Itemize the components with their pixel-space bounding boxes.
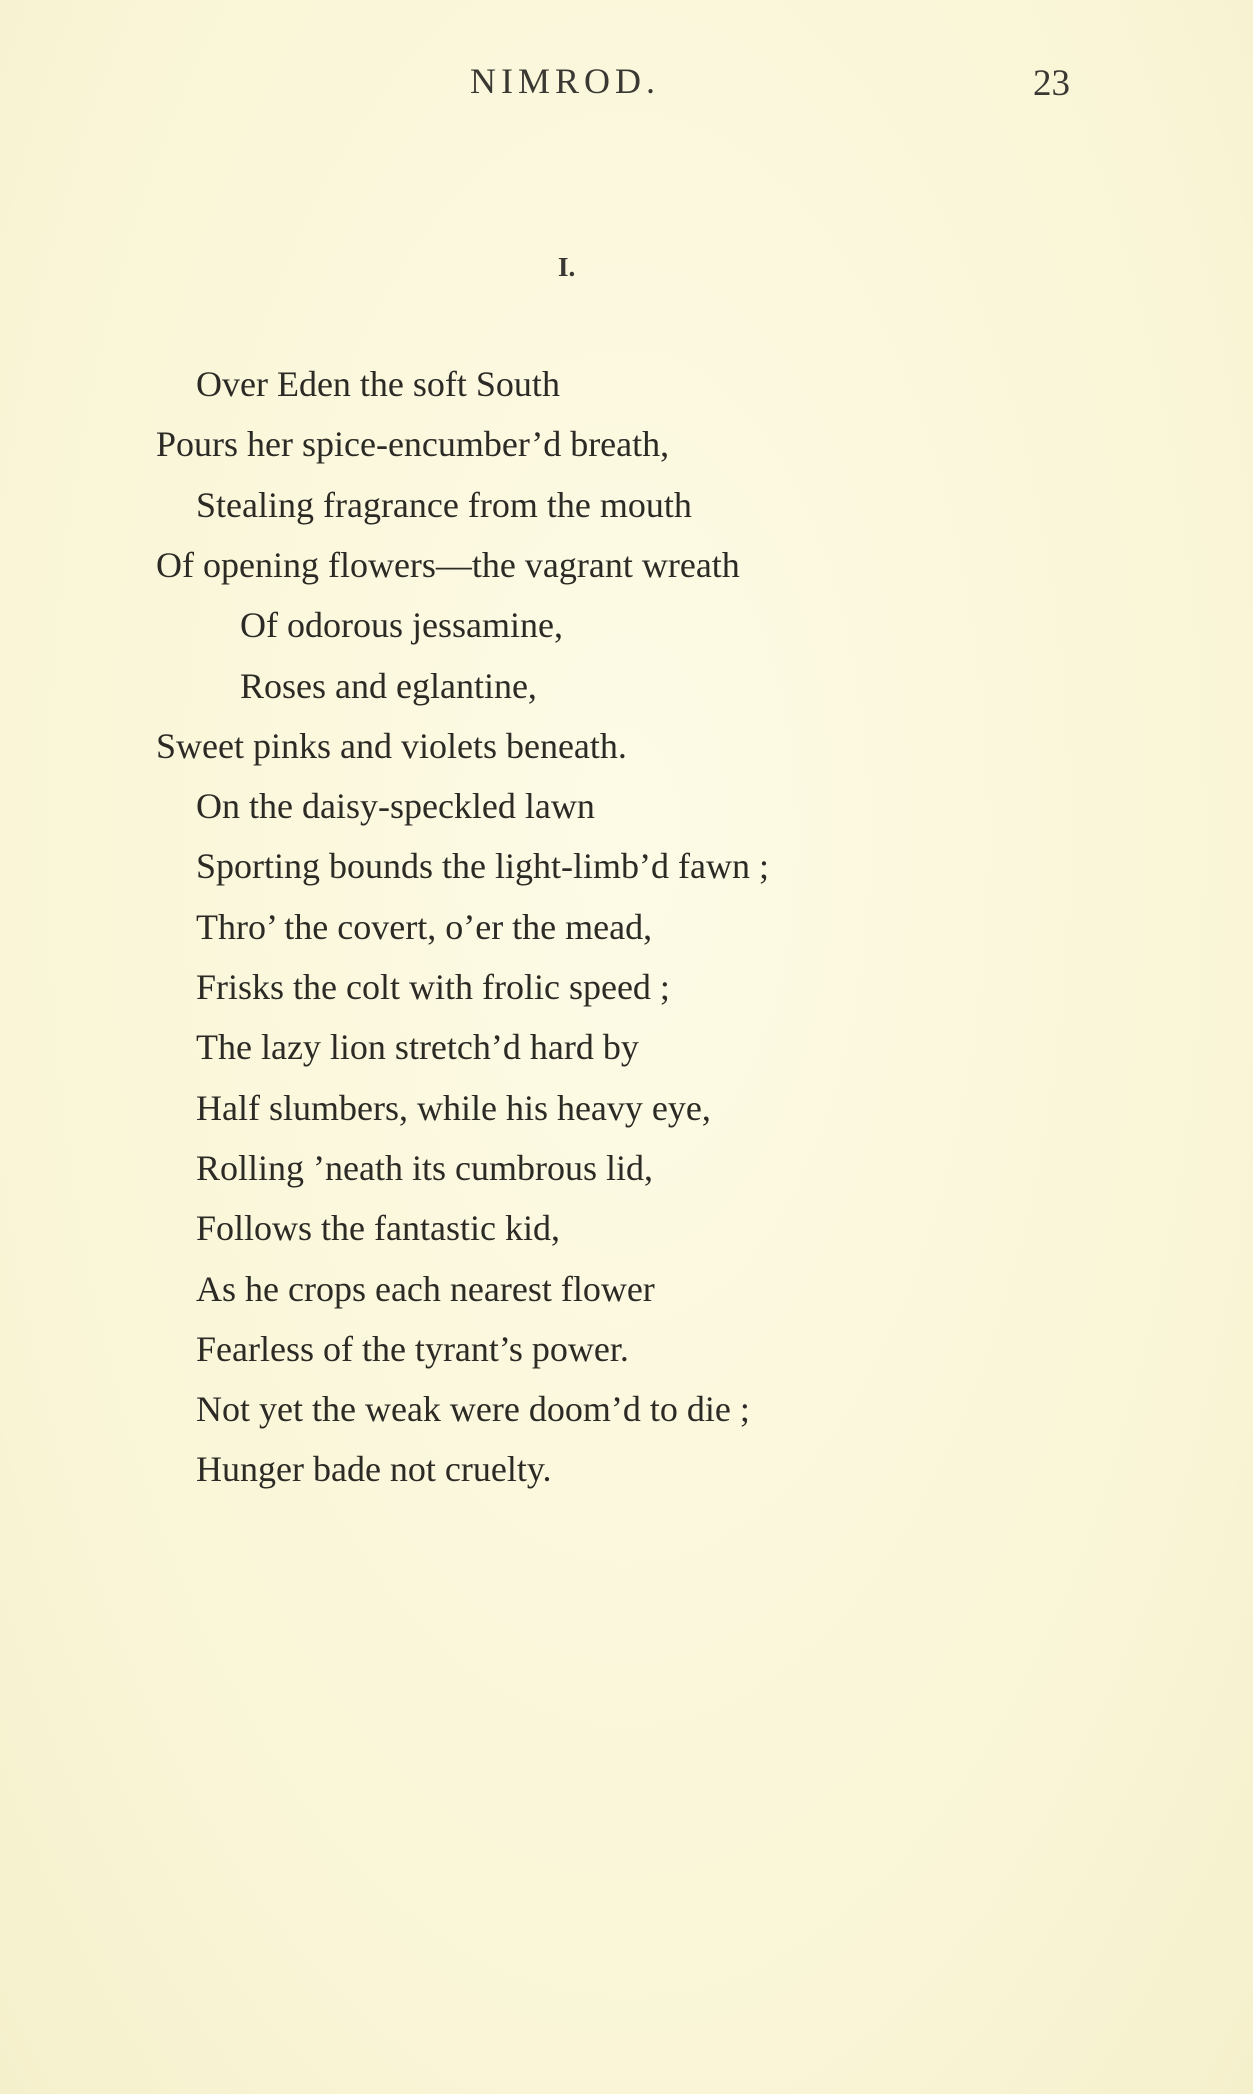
page-number: 23 (1033, 63, 1070, 104)
poem-line: Pours her spice-encumber’d breath, (156, 424, 670, 465)
poem-line: Of opening flowers—the vagrant wreath (156, 544, 740, 585)
poem-line: Half slumbers, while his heavy eye, (196, 1087, 711, 1128)
poem-line: Thro’ the covert, o’er the mead, (196, 906, 653, 947)
section-number: I. (558, 252, 576, 282)
poem-line: Over Eden the soft South (196, 364, 560, 404)
poem-line: Of odorous jessamine, (240, 605, 563, 646)
poem-line: Rolling ’neath its cumbrous lid, (196, 1147, 653, 1188)
poem-line: The lazy lion stretch’d hard by (196, 1027, 639, 1068)
running-title: NIMROD. (470, 61, 661, 101)
poem-line: Sweet pinks and violets beneath. (156, 725, 627, 766)
poem-line: On the daisy-speckled lawn (196, 786, 595, 827)
poem-line: Roses and eglantine, (240, 665, 537, 706)
poem-line: Stealing fragrance from the mouth (196, 484, 692, 525)
poem-line: Fearless of the tyrant’s power. (196, 1328, 629, 1369)
poem-line: Hunger bade not cruelty. (196, 1449, 552, 1490)
poem-line: Frisks the colt with frolic speed ; (196, 967, 670, 1007)
poem-line: As he crops each nearest flower (196, 1268, 655, 1309)
poem-line: Follows the fantastic kid, (196, 1208, 560, 1249)
poem-line: Sporting bounds the light-limb’d fawn ; (196, 846, 769, 887)
poem-line: Not yet the weak were doom’d to die ; (196, 1389, 750, 1430)
